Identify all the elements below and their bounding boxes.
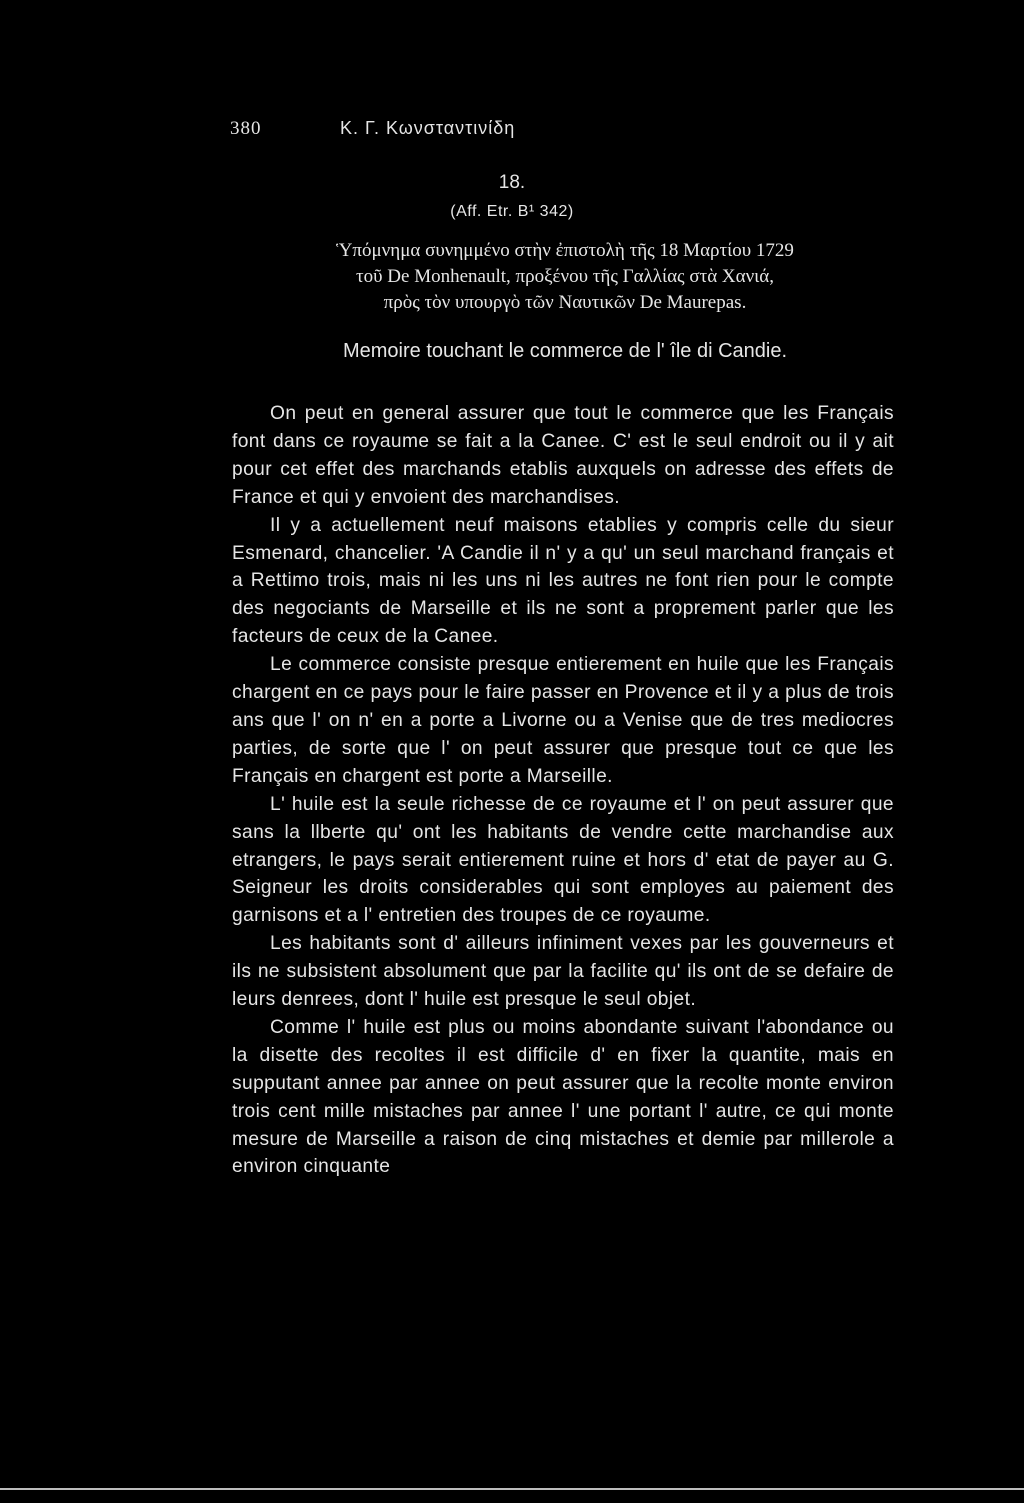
running-head: Κ. Γ. Κωνσταντινίδη bbox=[340, 118, 516, 138]
paragraph: Comme l' huile est plus ou moins abondante suivant l'abondance ou la disette des recoltes il est difficile d' en fixer la quantite, mais en supputant annee par annee on peut assurer que la recolte monte environ trois cent mille mistaches par annee l' une portant l' autre, ce qui monte mesure de Marseille a raison de cinq mistaches et demie par millerole a environ cinquante bbox=[232, 1016, 894, 1178]
paragraph: Il y a actuellement neuf maisons etablies y compris celle du sieur Esmenard, chancelier. 'A Candie il n' y a qu' un seul marchand français et a Rettimo trois, mais ni les uns ni les autres ne font rien pour le compte des negociants de Marseille et ils ne sont a proprement parler que les facteurs de ceux de la Canee. bbox=[232, 514, 894, 648]
body-text bbox=[232, 400, 894, 1181]
page-header bbox=[230, 118, 900, 148]
memo-title: Memoire touchant le commerce de l' île di Candie. bbox=[342, 340, 788, 362]
summary-line: τοῦ De Monhenault, προξένου τῆς Γαλλίας στὰ Χανιά, bbox=[356, 266, 774, 287]
paragraph: On peut en general assurer que tout le commerce que les Français font dans ce royaume se fait a la Canee. C' est le seul endroit ou il y ait pour cet effet des marchands etablis auxquels on adresse des effets de France et qui y envoient des marchandises. bbox=[232, 403, 894, 508]
page-number: 380 bbox=[230, 118, 262, 139]
scan-edge-line bbox=[0, 1488, 1024, 1490]
document-summary bbox=[230, 238, 900, 316]
summary-line: Ὑπόμνημα συνημμένο στὴν ἐπιστολὴ τῆς 18 Μαρτίου 1729 bbox=[336, 240, 794, 261]
paragraph: Les habitants sont d' ailleurs infiniment vexes par les gouverneurs et ils ne subsistent absolument que par la facilite qu' ils ont de se defaire de leurs denrees, dont l' huile est presque le seul objet. bbox=[232, 933, 894, 1011]
paragraph: L' huile est la seule richesse de ce royaume et l' on peut assurer que sans la llberte qu' ont les habitants de vendre cette marchandise aux etrangers, le pays serait entierement ruine et hors d' etat de payer au G. Seigneur les droits considerables qui sont employes au paiement des garnisons et a l' entretien des troupes de ce royaume. bbox=[232, 793, 894, 927]
summary-line: πρὸς τὸν υπουργὸ τῶν Ναυτικῶν De Maurepas. bbox=[383, 292, 747, 313]
document-number: 18. bbox=[498, 172, 526, 193]
paragraph: Le commerce consiste presque entierement en huile que les Français chargent en ce pays pour le faire passer en Provence et il y a plus de trois ans que l' on n' en a porte a Livorne ou a Venise que de tres mediocres parties, de sorte que l' on peut assurer que presque tout ce que les Français en chargent est porte a Marseille. bbox=[232, 654, 894, 787]
archive-reference: (Aff. Etr. B¹ 342) bbox=[450, 203, 574, 220]
